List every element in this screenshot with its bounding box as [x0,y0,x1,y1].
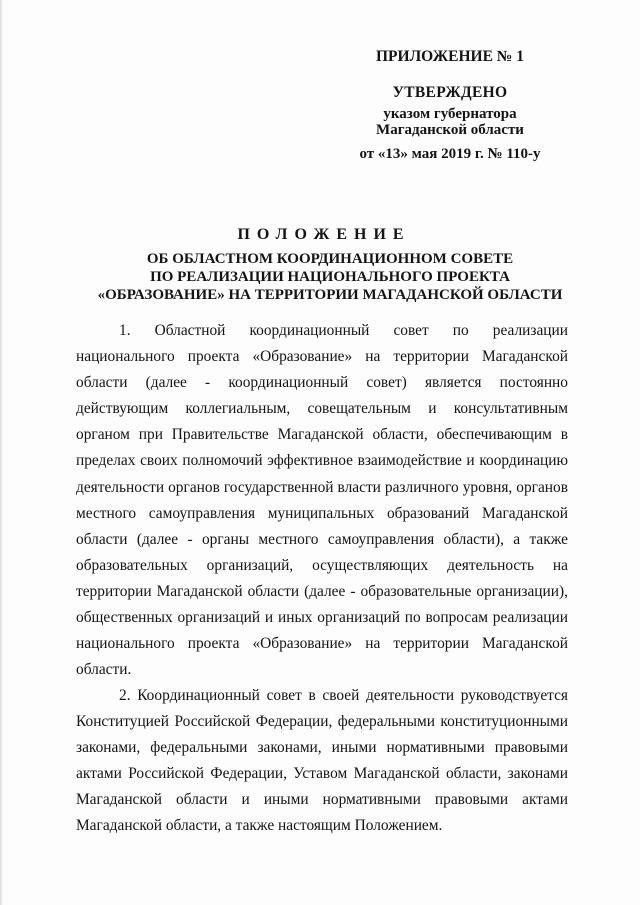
document-subtitle-line-2: ПО РЕАЛИЗАЦИИ НАЦИОНАЛЬНОГО ПРОЕКТА [150,269,510,285]
body-paragraph-2-container [76,683,568,840]
decree-date: от «13» мая 2019 г. № 110-у [359,146,541,162]
decree-authority-line-2: Магаданской области [376,122,524,138]
document-title: ПОЛОЖЕНИЕ [237,226,411,243]
approval-stamp-label: УТВЕРЖДЕНО [392,84,508,101]
document-subtitle-line-1: ОБ ОБЛАСТНОМ КООРДИНАЦИОННОМ СОВЕТЕ [146,251,514,267]
body-paragraph-1-container [76,318,568,683]
body-paragraph-1: 1. Областной координационный совет по реализации национального проекта «Образование» на территории Магаданской области (далее - координационный совет) является постоянно действующим коллегиальным, совещательным и консультативным органом при Правительстве Магаданской области, обеспечивающим в пределах своих полномочий эффективное взаимодействие и координацию деятельности органов государственной власти различного уровня, органов местного самоуправления муниципальных образований Магаданской области (далее - органы местного самоуправления области), а также образовательных организаций, осуществляющих деятельность на территории Магаданской области (далее - образовательные организации), общественных организаций и иных организаций по вопросам реализации национального проекта «Образование» на территории Магаданской области. [76,322,568,679]
body-paragraph-2: 2. Координационный совет в своей деятельности руководствуется Конституцией Российской Федерации, федеральными конституционными законами, федеральными законами, иными нормативными правовыми актами Российской Федерации, Уставом Магаданской области, законами Магаданской области и иными нормативными правовыми актами Магаданской области, а также настоящим Положением. [76,687,568,835]
scan-edge-shadow [0,0,3,905]
decree-authority-line-1: указом губернатора [383,106,517,122]
appendix-number: ПРИЛОЖЕНИЕ № 1 [376,48,524,65]
document-subtitle-line-3: «ОБРАЗОВАНИЕ» НА ТЕРРИТОРИИ МАГАДАНСКОЙ ОБЛАСТИ [97,287,563,303]
